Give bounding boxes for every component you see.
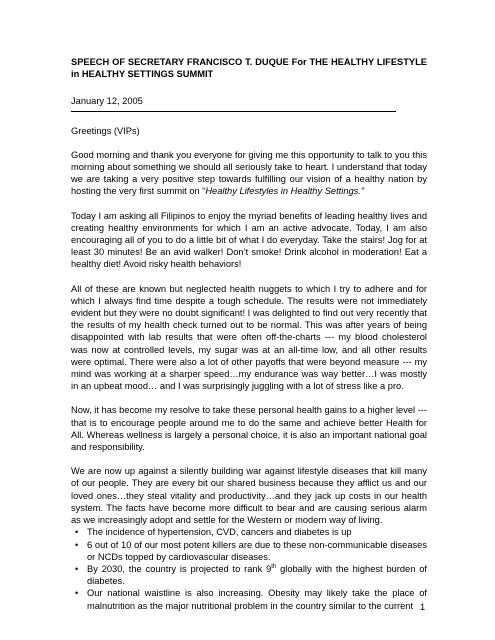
paragraph-advocacy: Today I am asking all Filipinos to enjoy the myriad benefits of leading healthy lives and creating healthy environments for which I am an active advocate. Today, I am also encouraging all of you to do a little bit of what I do everyday. Take the stairs! Jog for at least 30 minutes! Be an avid walker! Don’t smoke! Drink alcohol in moderation! Eat a healthy diet! Avoid risky health behaviors! — [71, 210, 427, 270]
list-item — [71, 539, 427, 563]
greeting: Greetings (VIPs) — [71, 125, 140, 136]
list-item-text: The incidence of hypertension, CVD, cancers and diabetes is up — [87, 527, 352, 538]
speech-title: SPEECH OF SECRETARY FRANCISCO T. DUQUE For THE HEALTHY LIFESTYLE in HEALTHY SETTINGS SUMMIT — [71, 57, 427, 80]
facts-list — [71, 526, 427, 611]
bullet-icon: • — [75, 527, 79, 538]
document-page — [71, 56, 427, 612]
list-item-text: Our national waistline is also increasing. Obesity may likely take the place of malnutrition as the major nutritional problem in the country similar to the current — [87, 588, 427, 611]
summit-name: Healthy Lifestyles in Healthy Settings.” — [205, 186, 364, 197]
paragraph-personal-health: All of these are known but neglected health nuggets to which I try to adhere and for which I always find time despite a tough schedule. The results were not immediately evident but they were no doubt significant! I was delighted to find out very recently that the results of my health check turned out to be normal. This was after years of being disappointed with lab results that were often off-the-charts --- my blood cholesterol was now at controlled levels, my sugar was at an all-time low, and all other results were optimal. There were also a lot of other payoffs that were beyond measure --- my mind was working at a sharper speed…my endurance was way better…I was mostly in an upbeat mood… and I was surprisingly juggling with a lot of stress like a pro. — [71, 283, 427, 392]
page-number: 1 — [420, 602, 426, 612]
list-item — [71, 526, 427, 538]
bullet-icon: • — [75, 563, 79, 574]
paragraph-intro-text: Good morning and thank you everyone for giving me this opportunity to talk to you this morning about something we should all seriously take to heart. I understand that today we are taking a very positive step towards fulfilling our vision of a healthy nation by hosting the very first summit on “ — [71, 149, 427, 197]
bullet-icon: • — [75, 539, 79, 550]
bullet-icon: • — [75, 588, 79, 599]
superscript: th — [271, 563, 277, 570]
list-item-text: globally with the highest burden of diabetes. — [87, 563, 427, 587]
list-item — [71, 563, 427, 587]
paragraph-intro — [71, 149, 427, 198]
paragraph-lifestyle-diseases: We are now up against a silently building war against lifestyle diseases that kill many of our people. They are every bit our shared business because they afflict us and our loved ones…they steal vitality and productivity…and they jack up costs in our health system. The facts have become more difficult to bear and are causing serious alarm as we increasingly adopt and settle for the Western or modern way of living. — [71, 466, 427, 526]
list-item-text: By 2030, the country is projected to rank 9 — [87, 563, 272, 574]
list-item — [71, 587, 427, 611]
speech-date: January 12, 2005 — [71, 96, 143, 107]
title-divider — [71, 111, 396, 112]
paragraph-resolve: Now, it has become my resolve to take these personal health gains to a higher level --- that is to encourage people around me to do the same and achieve better Health for All. Whereas wellness is largely a personal choice, it is also an important national goal and responsibility. — [71, 405, 427, 453]
list-item-text: 6 out of 10 of our most potent killers are due to these non-communicable diseases or NCDs topped by cardiovascular diseases. — [87, 539, 427, 562]
